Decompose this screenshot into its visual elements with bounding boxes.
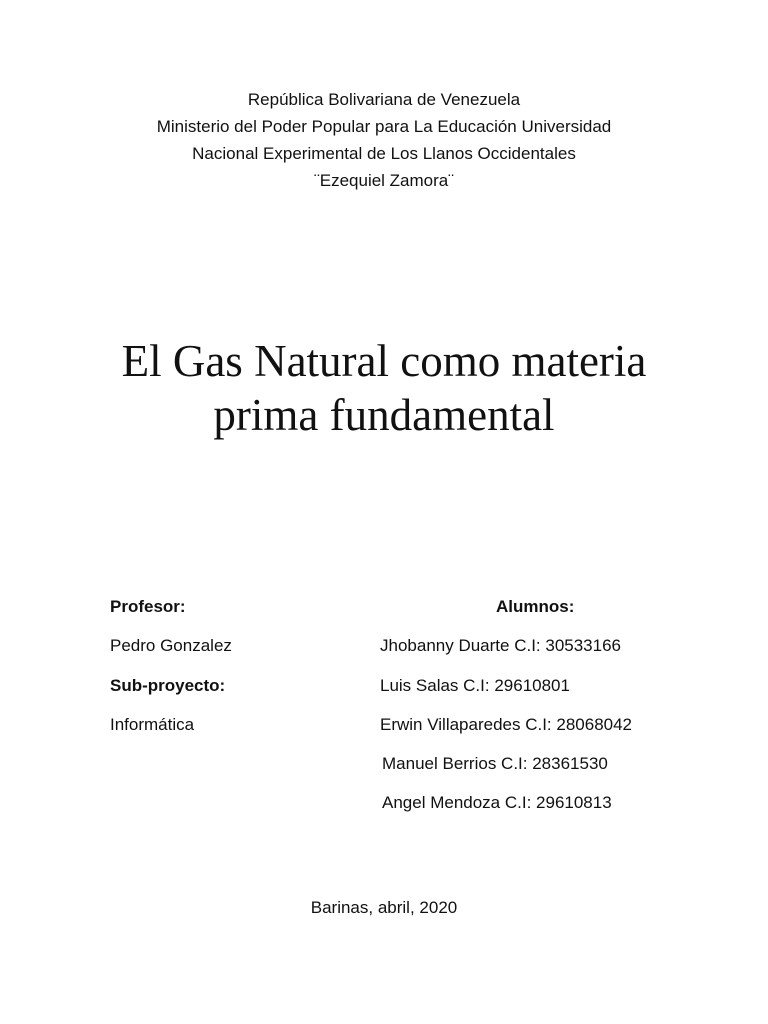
title-line-2: prima fundamental bbox=[213, 390, 555, 440]
student-item: Jhobanny Duarte C.I: 30533166 bbox=[380, 636, 622, 655]
profesor-name: Pedro Gonzalez bbox=[110, 636, 232, 655]
student-item: Erwin Villaparedes C.I: 28068042 bbox=[380, 715, 633, 734]
subproyecto-label: Sub-proyecto: bbox=[110, 676, 226, 695]
profesor-label: Profesor: bbox=[110, 597, 186, 616]
header-line-ezequiel-zamora: ¨Ezequiel Zamora¨ bbox=[314, 171, 454, 190]
header-line-republic: República Bolivariana de Venezuela bbox=[247, 90, 521, 109]
title-line-1: El Gas Natural como materia bbox=[121, 336, 647, 386]
student-item: Manuel Berrios C.I: 28361530 bbox=[382, 754, 608, 773]
institution-header bbox=[0, 86, 768, 194]
place-date: Barinas, abril, 2020 bbox=[310, 898, 458, 917]
student-item: Angel Mendoza C.I: 29610813 bbox=[382, 793, 612, 812]
alumnos-label: Alumnos: bbox=[496, 597, 575, 616]
subproyecto-value: Informática bbox=[110, 715, 195, 734]
student-item: Luis Salas C.I: 29610801 bbox=[380, 676, 570, 695]
header-line-ministry: Ministerio del Poder Popular para La Educación Universidad bbox=[156, 117, 612, 136]
header-line-university: Nacional Experimental de Los Llanos Occidentales bbox=[192, 144, 576, 163]
document-title bbox=[0, 334, 768, 442]
